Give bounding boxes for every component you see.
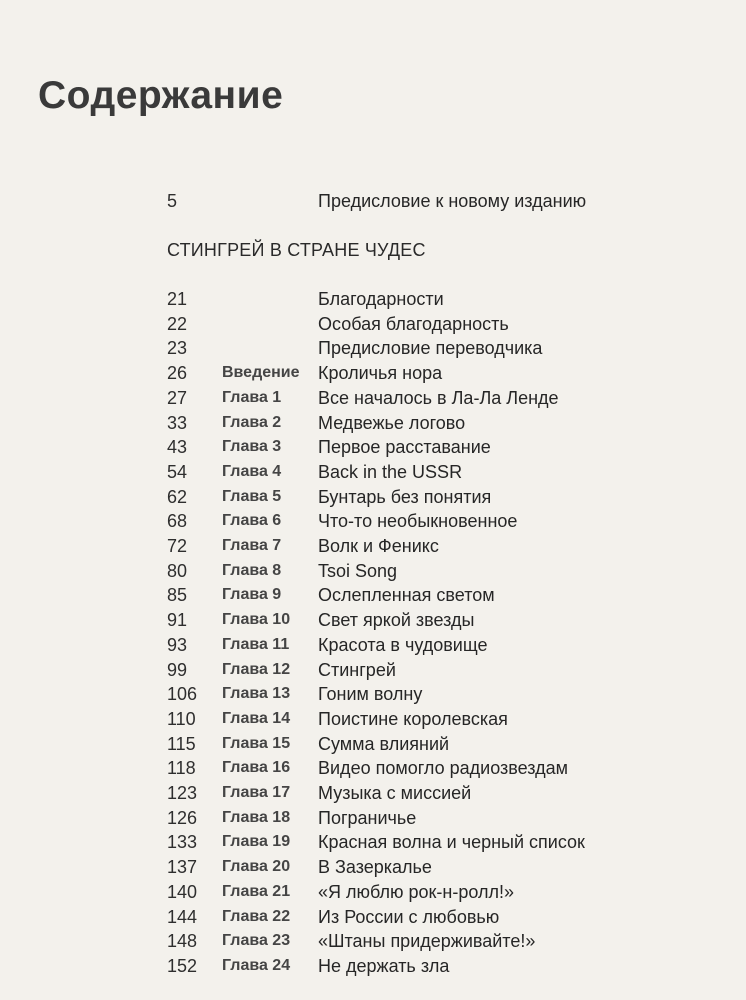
- toc-entry-preface[interactable]: [0, 189, 746, 213]
- toc-entry[interactable]: [0, 855, 746, 879]
- toc-entry-title: Кроличья нора: [318, 363, 443, 384]
- toc-chapter-label: Глава 23: [222, 932, 291, 950]
- toc-chapter-label: Глава 2: [222, 413, 282, 431]
- toc-page-number: 5: [167, 191, 178, 211]
- toc-chapter-label: Глава 7: [222, 537, 282, 554]
- page-title: Содержание: [38, 74, 284, 117]
- toc-chapter-label: Глава 3: [222, 438, 282, 456]
- toc-chapter-label: Глава 6: [222, 512, 282, 530]
- toc-entry-title: В Зазеркалье: [318, 857, 432, 878]
- toc-page-number: 133: [167, 832, 198, 853]
- toc-entry[interactable]: [0, 460, 746, 484]
- toc-page-number: 148: [167, 931, 198, 952]
- toc-entry[interactable]: [0, 781, 746, 805]
- toc-entry-title: Из России с любовью: [318, 906, 500, 927]
- toc-page-number: 110: [167, 708, 196, 729]
- toc-page-number: 26: [167, 363, 188, 384]
- toc-entry[interactable]: [0, 312, 746, 336]
- toc-page-number: 72: [167, 536, 188, 556]
- toc-chapter-label: Глава 5: [222, 487, 282, 505]
- toc-entry-title: Back in the USSR: [318, 461, 463, 482]
- toc-entry-title: Свет яркой звезды: [318, 610, 475, 631]
- toc-entry[interactable]: [0, 386, 746, 410]
- toc-entry[interactable]: [0, 608, 746, 632]
- toc-page-number: 33: [167, 412, 188, 433]
- toc-page-number: 62: [167, 486, 188, 507]
- toc-page-number: 22: [167, 313, 188, 334]
- toc-entry[interactable]: [0, 954, 746, 978]
- toc-chapter-label: Глава 12: [222, 660, 291, 678]
- toc-page-number: 137: [167, 857, 198, 878]
- toc-entry[interactable]: [0, 707, 746, 731]
- toc-entry[interactable]: [0, 830, 746, 854]
- toc-entry-title: «Штаны придерживайте!»: [318, 931, 536, 952]
- toc-page-number: 115: [167, 733, 196, 754]
- toc-entry-title: Что-то необыкновенное: [318, 511, 518, 532]
- toc-entry-title: Стингрей: [318, 659, 396, 680]
- toc-page-number: 68: [167, 511, 188, 532]
- toc-chapter-label: Глава 14: [222, 709, 291, 727]
- toc-entry-title: Сумма влияний: [318, 733, 450, 754]
- toc-chapter-label: Глава 19: [222, 833, 291, 851]
- toc-entry[interactable]: [0, 682, 746, 706]
- toc-page-number: 118: [167, 758, 196, 779]
- toc-page-number: 152: [167, 955, 198, 976]
- toc-page-number: 21: [167, 289, 188, 309]
- toc-page-number: 106: [167, 684, 198, 705]
- toc-entry[interactable]: [0, 732, 746, 756]
- toc-entry-title: Красота в чудовище: [318, 634, 488, 655]
- toc-entry-title: Первое расставание: [318, 437, 491, 458]
- toc-page-number: 140: [167, 881, 198, 902]
- toc-entry-title: Ослепленная светом: [318, 585, 495, 606]
- toc-chapter-label: Глава 22: [222, 907, 291, 925]
- toc-chapter-label: Глава 15: [222, 734, 291, 752]
- toc-chapter-label: Глава 17: [222, 784, 291, 801]
- toc-entry-title: Бунтарь без понятия: [318, 486, 492, 507]
- toc-page-number: 54: [167, 461, 188, 482]
- toc-page-number: 27: [167, 387, 188, 408]
- toc-entry-title: Предисловие к новому изданию: [318, 191, 587, 211]
- toc-chapter-label: Глава 13: [222, 685, 291, 703]
- toc-entry[interactable]: [0, 559, 746, 583]
- toc-page-number: 91: [167, 610, 188, 631]
- toc-chapter-label: Глава 9: [222, 586, 282, 604]
- toc-entry-title: Медвежье логово: [318, 412, 466, 433]
- toc-entry-title: Tsoi Song: [318, 560, 398, 581]
- toc-page-number: 85: [167, 585, 188, 606]
- toc-chapter-label: Глава 21: [222, 882, 291, 900]
- toc-entry[interactable]: [0, 534, 746, 558]
- toc-entry-title: Видео помогло радиозвездам: [318, 758, 568, 779]
- toc-entry[interactable]: [0, 658, 746, 682]
- toc-entry-title: Музыка с миссией: [318, 783, 472, 803]
- toc-chapter-label: Глава 18: [222, 808, 291, 826]
- toc-entry[interactable]: [0, 361, 746, 385]
- toc-chapter-label: Глава 4: [222, 462, 282, 480]
- toc-page-number: 144: [167, 906, 198, 927]
- toc-entry-title: Пограничье: [318, 807, 417, 828]
- toc-entry-title: Поистине королевская: [318, 708, 508, 729]
- toc-page-number: 80: [167, 560, 188, 581]
- toc-chapter-label: Глава 16: [222, 759, 291, 777]
- toc-chapter-label: Глава 24: [222, 956, 291, 974]
- toc-entry[interactable]: [0, 509, 746, 533]
- toc-entry[interactable]: [0, 756, 746, 780]
- toc-chapter-label: Глава 1: [222, 388, 282, 406]
- toc-entry[interactable]: [0, 411, 746, 435]
- toc-entry-title: Предисловие переводчика: [318, 338, 543, 359]
- toc-chapter-label: Глава 8: [222, 561, 282, 579]
- toc-chapter-label: Глава 11: [222, 635, 290, 653]
- toc-page-number: 23: [167, 338, 188, 359]
- toc-page-number: 93: [167, 634, 188, 655]
- toc-chapter-label: Глава 10: [222, 611, 291, 629]
- section-heading: СТИНГРЕЙ В СТРАНЕ ЧУДЕС: [167, 240, 426, 260]
- toc-entry-title: Гоним волну: [318, 684, 423, 705]
- toc-entry-title: «Я люблю рок-н-ролл!»: [318, 881, 514, 902]
- toc-entry[interactable]: [0, 905, 746, 929]
- toc-entry[interactable]: [0, 880, 746, 904]
- toc-entry[interactable]: [0, 435, 746, 459]
- toc-chapter-label: Глава 20: [222, 858, 291, 876]
- toc-page-number: 126: [167, 807, 198, 828]
- toc-entry[interactable]: [0, 929, 746, 953]
- toc-page-number: 43: [167, 437, 188, 458]
- toc-entry[interactable]: [0, 806, 746, 830]
- toc-entry-title: Благодарности: [318, 289, 444, 309]
- toc-page-number: 123: [167, 783, 198, 803]
- toc-entry[interactable]: [0, 287, 746, 311]
- toc-entry-title: Волк и Феникс: [318, 536, 439, 556]
- toc-entry[interactable]: [0, 336, 746, 360]
- toc-entry-title: Особая благодарность: [318, 313, 509, 334]
- toc-entry-title: Красная волна и черный список: [318, 832, 585, 853]
- toc-entry[interactable]: [0, 583, 746, 607]
- toc-page-number: 99: [167, 659, 188, 680]
- toc-entry-title: Не держать зла: [318, 955, 450, 976]
- toc-chapter-label: Введение: [222, 364, 300, 382]
- toc-entry-title: Все началось в Ла-Ла Ленде: [318, 387, 559, 408]
- toc-entry[interactable]: [0, 633, 746, 657]
- toc-entry[interactable]: [0, 485, 746, 509]
